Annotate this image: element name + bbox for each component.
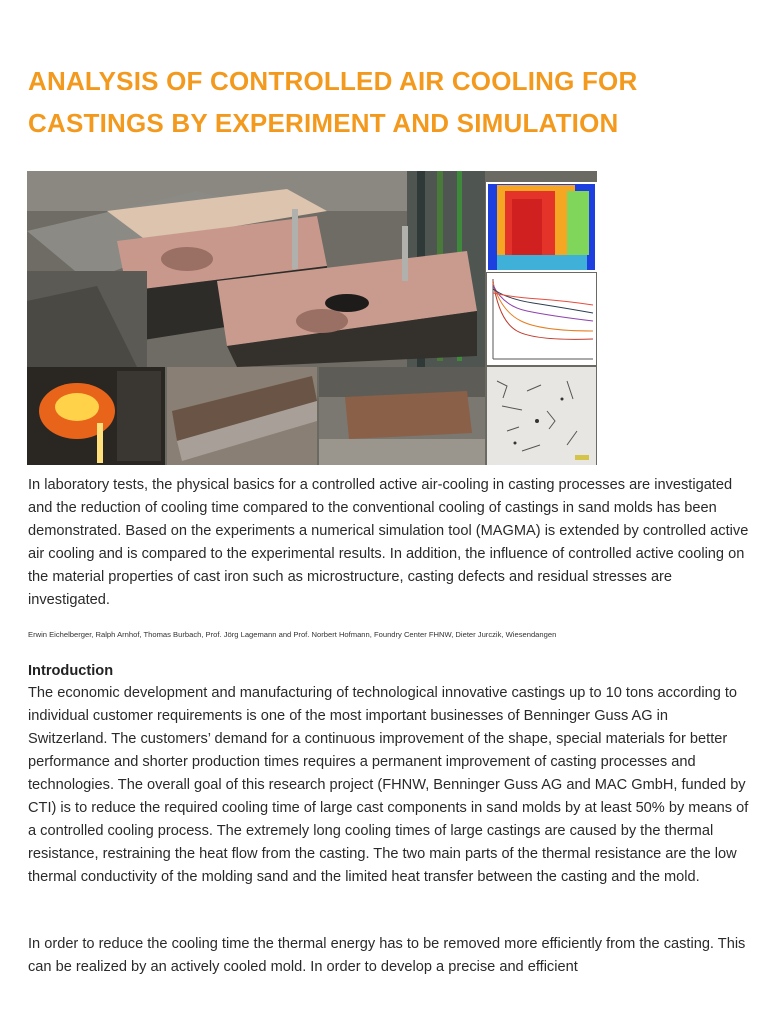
pouring-photo (27, 367, 165, 465)
abstract-paragraph: In laboratory tests, the physical basics for a controlled active air-cooling in casting processes are investigated and the reduction of cooling time compared to the conventional cooling of castings in sand molds has been demonstrated. Based on the experiments a numerical simulation tool (MAGMA) is extended by controlled active air cooling and is compared to the experimental results. In addition, the influence of controlled active cooling on the material properties of cast iron such as microstructure, casting defects and residual stresses are investigated. (28, 477, 749, 608)
casting-photo-2 (319, 367, 485, 465)
microstructure-image (487, 367, 596, 465)
article-figure-collage (27, 171, 597, 465)
article-title: ANALYSIS OF CONTROLLED AIR COOLING FOR CASTINGS BY EXPERIMENT AND SIMULATION (28, 66, 638, 138)
intro-paragraph-2: In order to reduce the cooling time the thermal energy has to be removed more efficiently from the casting. This can be realized by an actively cooled mold. In order to develop a precise and efficient (28, 936, 746, 975)
casting-photo-1 (167, 367, 317, 465)
intro-paragraph-1: The economic development and manufacturing of technological innovative castings up to 10 tons according to individual customer requirements is one of the most important businesses of Benninger Guss AG in Switzerland. The customers’ demand for a continuous improvement of the shape, special materials for better performance and shorter production times requires a permanent improvement of casting processes and technologies. The overall goal of this research project (FHNW, Benninger Guss AG and MAC GmbH, funded by CTI) is to reduce the required cooling time of large cast components in sand molds by at least 50% by means of a controlled cooling process. The extremely long cooling times of large castings are caused by the thermal resistance, restraining the heat flow from the casting. The two main parts of the thermal resistance are the low thermal conductivity of the molding sand and the limited heat transfer between the casting and the mold. (28, 685, 749, 885)
authors-line: Erwin Eichelberger, Ralph Arnhof, Thomas Burbach, Prof. Jörg Lagemann and Prof. Norbert Hofmann, Foundry Center FHNW, Dieter Jurczik, Wiesendangen (28, 630, 557, 639)
mold-photo (27, 171, 485, 367)
cooling-curves-graph (487, 273, 596, 365)
section-heading-introduction: Introduction (28, 663, 114, 679)
simulation-image (487, 183, 596, 271)
